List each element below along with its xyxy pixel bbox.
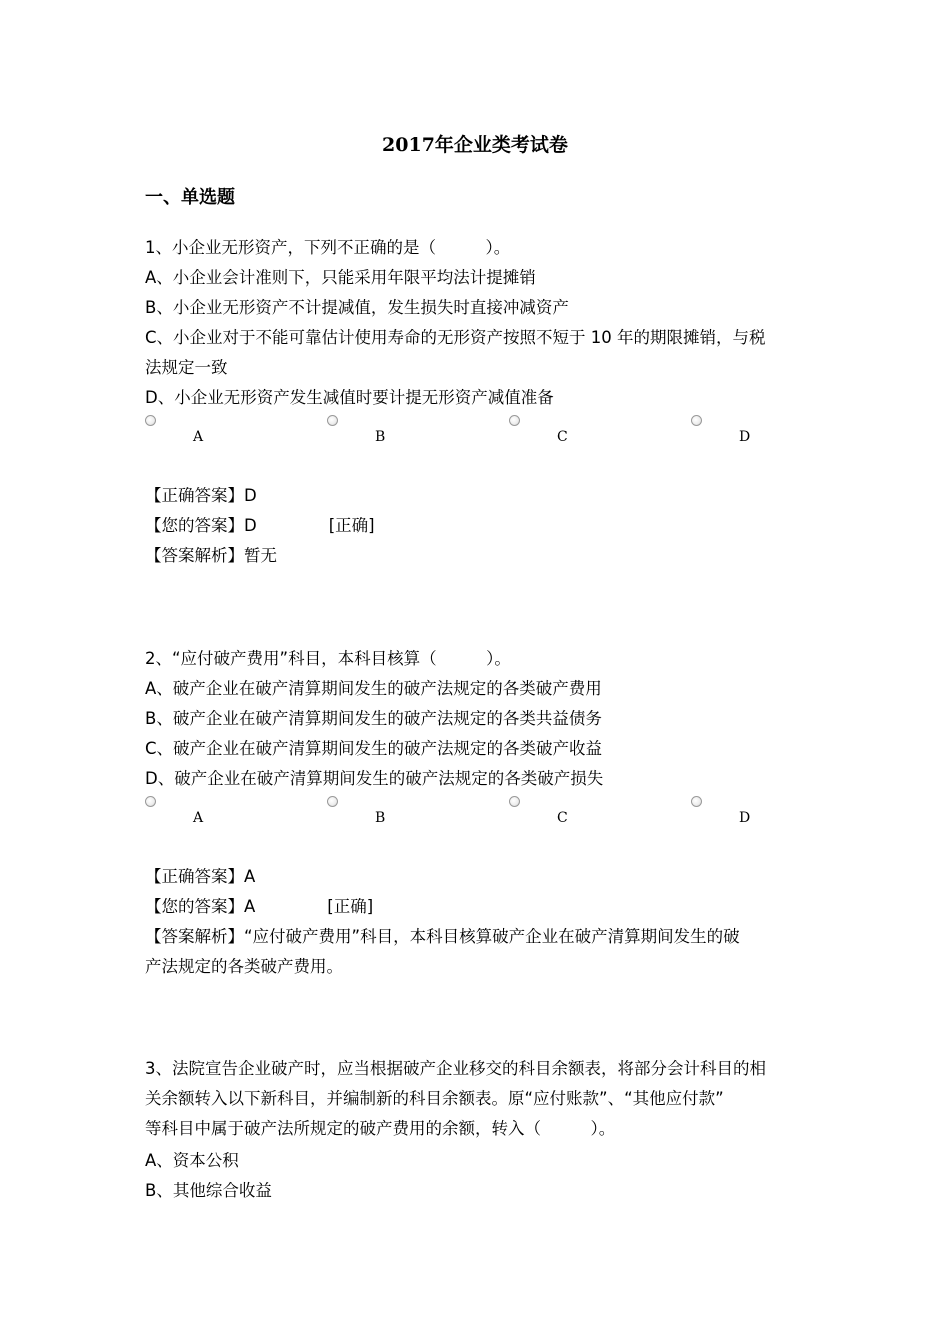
your-answer-value: D <box>244 516 257 535</box>
answer-block <box>145 481 805 571</box>
question-stem: 3、法院宣告企业破产时，应当根据破产企业移交的科目余额表，将部分会计科目的相 <box>145 1059 766 1078</box>
answer-analysis: 【答案解析】暂无 <box>145 546 277 565</box>
your-answer: 【您的答案】D [正确] <box>145 511 805 541</box>
radio-label: C <box>557 810 568 826</box>
analysis-text-continued: 产法规定的各类破产费用。 <box>145 957 343 976</box>
option-b: B、破产企业在破产清算期间发生的破产法规定的各类共益债务 <box>145 709 602 728</box>
radio-label: B <box>375 429 386 445</box>
option-d: D、破产企业在破产清算期间发生的破产法规定的各类破产损失 <box>145 769 604 788</box>
question-3 <box>145 1054 805 1206</box>
question-stem-continued: 等科目中属于破产法所规定的破产费用的余额，转入（ ）。 <box>145 1119 616 1138</box>
radio-label: B <box>375 810 386 826</box>
your-answer: 【您的答案】A [正确] <box>145 892 805 922</box>
radio-button-icon[interactable] <box>691 796 702 807</box>
your-answer-value: A <box>244 897 256 916</box>
status-badge: [正确] <box>328 516 375 535</box>
radio-group <box>145 413 805 443</box>
answer-block <box>145 862 805 982</box>
radio-button-icon[interactable] <box>145 415 156 426</box>
option-c: C、破产企业在破产清算期间发生的破产法规定的各类破产收益 <box>145 739 603 758</box>
correct-answer-value: D <box>244 486 257 505</box>
radio-button-icon[interactable] <box>327 796 338 807</box>
status-badge: [正确] <box>327 897 374 916</box>
radio-label: D <box>739 429 751 445</box>
radio-button-icon[interactable] <box>691 415 702 426</box>
option-b: B、小企业无形资产不计提减值，发生损失时直接冲减资产 <box>145 298 569 317</box>
radio-label: A <box>193 810 204 826</box>
correct-answer: 【正确答案】D <box>145 486 257 505</box>
radio-group <box>145 794 805 824</box>
analysis-text: 暂无 <box>244 546 277 565</box>
option-a: A、破产企业在破产清算期间发生的破产法规定的各类破产费用 <box>145 679 602 698</box>
radio-label: D <box>739 810 751 826</box>
option-c: C、小企业对于不能可靠估计使用寿命的无形资产按照不短于 10 年的期限摊销，与税 <box>145 328 766 347</box>
answer-analysis: 【答案解析】“应付破产费用”科目，本科目核算破产企业在破产清算期间发生的破 <box>145 927 740 946</box>
question-stem: 1、小企业无形资产，下列不正确的是（ ）。 <box>145 238 511 257</box>
option-c-continued: 法规定一致 <box>145 358 228 377</box>
question-stem: 2、“应付破产费用”科目，本科目核算（ ）。 <box>145 649 511 668</box>
option-a: A、资本公积 <box>145 1151 239 1170</box>
correct-answer-value: A <box>244 867 256 886</box>
analysis-text: “应付破产费用”科目，本科目核算破产企业在破产清算期间发生的破 <box>244 927 740 946</box>
correct-answer: 【正确答案】A <box>145 867 256 886</box>
option-a: A、小企业会计准则下，只能采用年限平均法计提摊销 <box>145 268 536 287</box>
page-title: 2017年企业类考试卷 <box>382 134 568 156</box>
radio-button-icon[interactable] <box>145 796 156 807</box>
radio-button-icon[interactable] <box>509 415 520 426</box>
option-d: D、小企业无形资产发生减值时要计提无形资产减值准备 <box>145 388 554 407</box>
question-2 <box>145 644 805 982</box>
radio-label: C <box>557 429 568 445</box>
question-stem-continued: 关余额转入以下新科目，并编制新的科目余额表。原“应付账款”、“其他应付款” <box>145 1089 724 1108</box>
radio-label: A <box>193 429 204 445</box>
section-heading: 一、单选题 <box>145 187 235 208</box>
option-b: B、其他综合收益 <box>145 1181 272 1200</box>
radio-button-icon[interactable] <box>509 796 520 807</box>
question-1 <box>145 233 805 571</box>
radio-button-icon[interactable] <box>327 415 338 426</box>
